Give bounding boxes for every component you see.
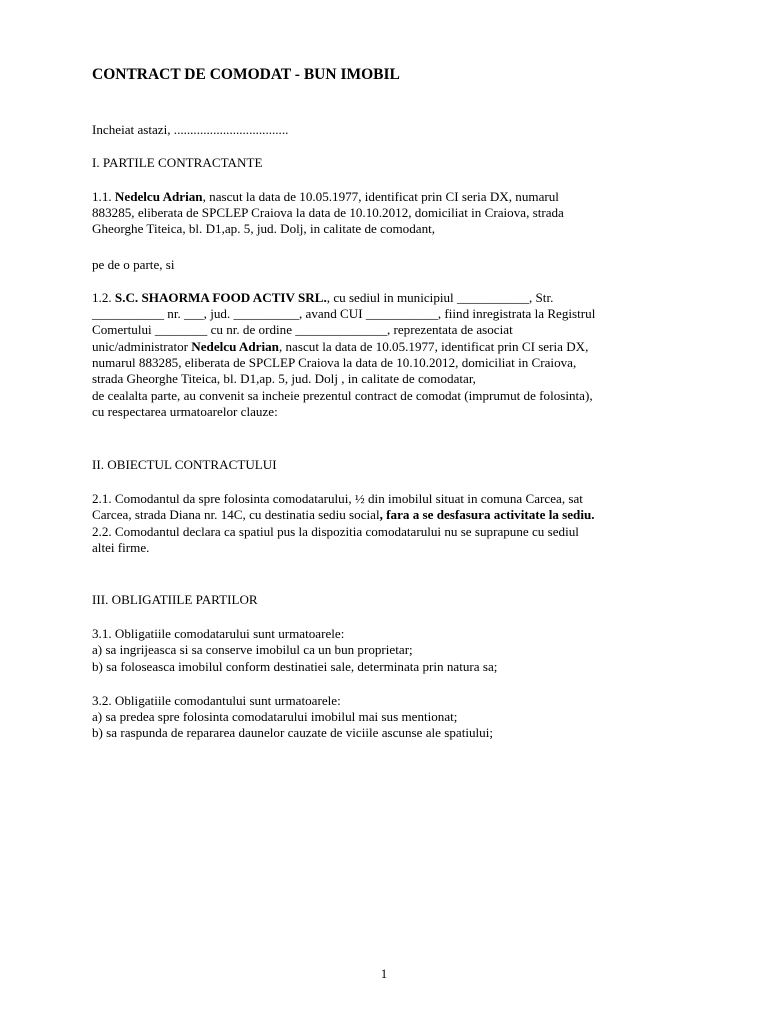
section-3-heading: III. OBLIGATIILE PARTILOR [92, 592, 258, 607]
page-number: 1 [380, 967, 388, 981]
clause-1-2-line-3: Comertului ________ cu nr. de ordine ______________, reprezentata de asociat [92, 322, 513, 337]
section-1-heading: I. PARTILE CONTRACTANTE [92, 155, 263, 170]
document-title: CONTRACT DE COMODAT - BUN IMOBIL [92, 66, 400, 83]
clause-3-2-intro: 3.2. Obligatiile comodantului sunt urmatoarele: [92, 693, 341, 708]
clause-1-2-line-7: de cealalta parte, au convenit sa incheie prezentul contract de comodat (imprumut de folosinta), [92, 388, 593, 403]
clause-2-2-line-1: 2.2. Comodantul declara ca spatiul pus la dispozitia comodatarului nu se suprapune cu sediul [92, 524, 579, 539]
clause-3-2-b: b) sa raspunda de repararea daunelor cauzate de viciile ascunse ale spatiului; [92, 725, 493, 740]
clause-1-2-line-4: unic/administrator Nedelcu Adrian, nascut la data de 10.05.1977, identificat prin CI seria DX, [92, 339, 589, 354]
clause-3-1-intro: 3.1. Obligatiile comodatarului sunt urmatoarele: [92, 626, 345, 641]
administrator-name: Nedelcu Adrian [191, 339, 279, 354]
pe-de-o-parte: pe de o parte, si [92, 257, 175, 272]
clause-1-2-line-8: cu respectarea urmatoarelor clauze: [92, 404, 278, 419]
clause-3-1-a: a) sa ingrijeasca si sa conserve imobilul ca un bun proprietar; [92, 642, 413, 657]
clause-2-2-line-2: altei firme. [92, 540, 150, 555]
company-name: S.C. SHAORMA FOOD ACTIV SRL. [114, 290, 327, 305]
clause-1-2-line-6: strada Gheorghe Titeica, bl. D1,ap. 5, jud. Dolj , in calitate de comodatar, [92, 371, 476, 386]
clause-1-1-line-1: 1.1. Nedelcu Adrian, nascut la data de 10.05.1977, identificat prin CI seria DX, numarul [92, 189, 559, 204]
clause-2-1-line-1: 2.1. Comodantul da spre folosinta comodatarului, ½ din imobilul situat in comuna Carcea, sat [92, 491, 583, 506]
clause-1-2-line-2: ___________ nr. ___, jud. __________, avand CUI ___________, fiind inregistrata la Registrul [92, 306, 596, 321]
clause-1-2-line-5: numarul 883285, eliberata de SPCLEP Craiova la data de 10.10.2012, domiciliat in Craiova, [92, 355, 577, 370]
clause-1-1-line-3: Gheorghe Titeica, bl. D1,ap. 5, jud. Dolj, in calitate de comodant, [92, 221, 436, 236]
clause-2-1-line-2: Carcea, strada Diana nr. 14C, cu destinatia sediu social, fara a se desfasura activitate la sediu. [92, 507, 595, 522]
section-2-heading: II. OBIECTUL CONTRACTULUI [92, 457, 277, 472]
clause-1-2-line-1: 1.2. S.C. SHAORMA FOOD ACTIV SRL., cu sediul in municipiul ___________, Str. [92, 290, 554, 305]
incheiat-line: Incheiat astazi, ................................... [92, 122, 289, 137]
party-name: Nedelcu Adrian [114, 189, 203, 204]
clause-1-1-line-2: 883285, eliberata de SPCLEP Craiova la data de 10.10.2012, domiciliat in Craiova, strada [92, 205, 564, 220]
clause-3-1-b: b) sa foloseasca imobilul conform destinatiei sale, determinata prin natura sa; [92, 659, 498, 674]
clause-3-2-a: a) sa predea spre folosinta comodatarului imobilul mai sus mentionat; [92, 709, 458, 724]
